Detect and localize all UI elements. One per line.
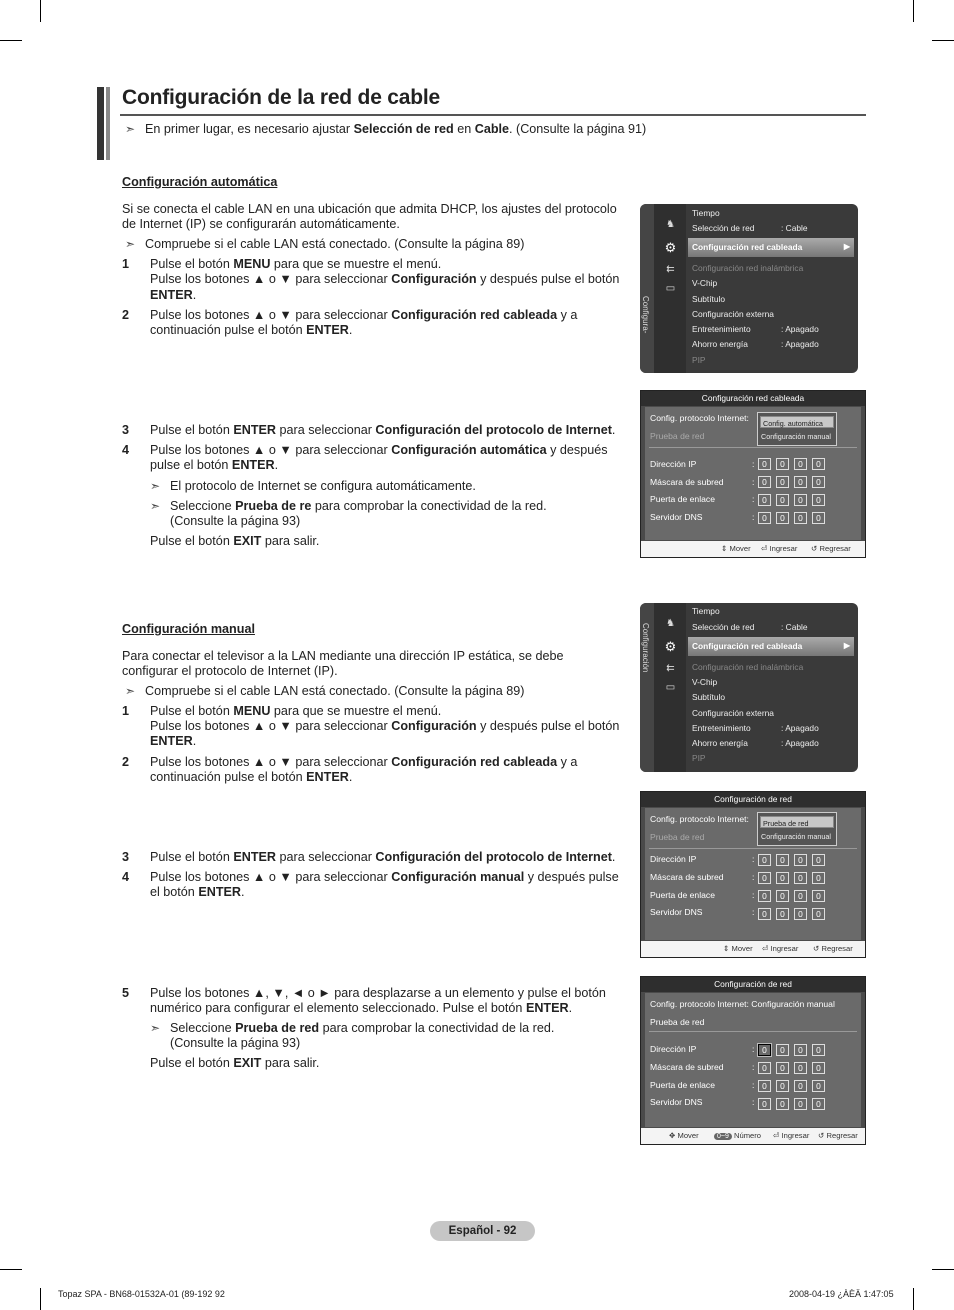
dns-octet[interactable]: 0 — [794, 1098, 807, 1110]
gear-icon[interactable]: ⚙ — [664, 240, 677, 255]
return-hint: ↺ Regresar — [811, 544, 851, 553]
gateway-label: Puerta de enlace — [650, 890, 715, 900]
step-text: Pulse los botones ▲ o ▼ para seleccionar Configuración automática y después — [150, 443, 608, 457]
step-text: Pulse el botón MENU para que se muestre el menú. — [150, 704, 442, 718]
divider — [649, 1031, 857, 1032]
gateway-octet[interactable]: 0 — [812, 494, 825, 506]
gateway-octet[interactable]: 0 — [794, 890, 807, 902]
note-arrow-icon: ➣ — [125, 237, 136, 251]
menu-item-entretenimiento[interactable]: Entretenimiento : Apagado — [692, 324, 819, 334]
step-text: Pulse los botones ▲ o ▼ para seleccionar Configuración red cableada y a — [150, 755, 578, 769]
menu-item-vchip[interactable]: V-Chip — [692, 278, 718, 288]
gateway-octet[interactable]: 0 — [758, 1080, 771, 1092]
gateway-octet[interactable]: 0 — [794, 494, 807, 506]
dropdown-option-selected[interactable]: Prueba de red — [760, 816, 834, 828]
step-text: pulse el botón ENTER. — [150, 458, 279, 472]
mask-octet[interactable]: 0 — [812, 872, 825, 884]
menu-vertical-label — [641, 623, 650, 641]
step-text: Pulse los botones ▲, ▼, ◄ o ► para desplazarse a un elemento y pulse el botón — [150, 986, 606, 1000]
page-number-badge: Español - 92 — [430, 1221, 535, 1241]
colon: : — [752, 494, 755, 504]
mask-label: Máscara de subred — [650, 477, 724, 487]
menu-item-ahorro-energia[interactable]: Ahorro energía : Apagado — [692, 339, 819, 349]
menu-item-vchip[interactable]: V-Chip — [692, 677, 718, 687]
step-number: 4 — [122, 443, 130, 457]
network-dialog-manual-select — [640, 791, 866, 958]
colon: : — [752, 1080, 755, 1090]
dns-octet[interactable]: 0 — [758, 1098, 771, 1110]
exit-text: Pulse el botón EXIT para salir. — [150, 1056, 320, 1070]
dropdown-option[interactable]: Configuración manual — [761, 832, 831, 841]
gear-icon[interactable]: ⚙ — [664, 639, 677, 654]
setup-menu-screen — [640, 204, 858, 373]
move-hint: ⇕ Mover — [721, 544, 751, 553]
test-label[interactable]: Prueba de red — [650, 431, 705, 441]
dialog-header: Configuración de red — [641, 977, 865, 992]
move-hint: ✥ Mover — [669, 1131, 699, 1140]
title-accent-bar — [106, 87, 110, 160]
setup-menu-screen — [640, 603, 858, 772]
enter-icon: ⏎ — [773, 1131, 780, 1140]
note: (Consulte la página 93) — [170, 1036, 301, 1050]
mask-octet[interactable]: 0 — [794, 476, 807, 488]
menu-sidebar — [640, 204, 654, 373]
gateway-octet[interactable]: 0 — [758, 494, 771, 506]
return-hint: ↺ Regresar — [818, 1131, 858, 1140]
note-arrow-icon: ➣ — [125, 684, 136, 698]
divider — [649, 447, 857, 448]
dialog-header: Configuración de red — [641, 792, 865, 807]
menu-item-subtitulo[interactable]: Subtítulo — [692, 294, 726, 304]
ip-label: Dirección IP — [650, 854, 697, 864]
colon: : — [752, 890, 755, 900]
step-number: 3 — [122, 850, 130, 864]
arrow-right-icon: ▶ — [843, 641, 850, 650]
colon: : — [752, 512, 755, 522]
paragraph: configurar el protocolo de Internet (IP). — [122, 664, 338, 678]
dialog-header: Configuración red cableada — [641, 391, 865, 406]
colon: : — [752, 854, 755, 864]
step-number: 5 — [122, 986, 130, 1000]
dns-octet[interactable]: 0 — [794, 512, 807, 524]
colon: : — [752, 459, 755, 469]
protocol-dropdown[interactable] — [757, 812, 837, 846]
menu-item-config-externa[interactable]: Configuración externa — [692, 708, 774, 718]
dns-label: Servidor DNS — [650, 512, 703, 522]
test-label[interactable]: Prueba de red — [650, 832, 705, 842]
test-label[interactable]: Prueba de red — [650, 1017, 705, 1027]
dropdown-option[interactable]: Configuración manual — [761, 432, 831, 441]
protocol-dropdown[interactable] — [757, 412, 837, 446]
input-icon[interactable]: ⇇ — [666, 663, 675, 674]
enter-hint: ⏎ Ingresar — [762, 944, 799, 953]
colon: : — [752, 907, 755, 917]
step-number: 2 — [122, 755, 130, 769]
gateway-label: Puerta de enlace — [650, 1080, 715, 1090]
gateway-octet[interactable]: 0 — [758, 890, 771, 902]
dialog-footer — [641, 1128, 865, 1144]
dns-octet[interactable]: 0 — [776, 1098, 789, 1110]
arrow-right-icon: ▶ — [843, 242, 850, 251]
crop-mark — [40, 1288, 41, 1310]
paragraph: de Internet (IP) se configurarán automáticamente. — [122, 217, 400, 231]
return-icon: ↺ — [818, 1131, 825, 1140]
ip-octet[interactable]: 0 — [794, 1044, 807, 1056]
dns-octet[interactable]: 0 — [812, 908, 825, 920]
support-icon[interactable]: ▭ — [665, 283, 676, 294]
dialog-body — [645, 993, 861, 1127]
network-dialog-manual-entry — [640, 976, 866, 1145]
dns-label: Servidor DNS — [650, 1097, 703, 1107]
ip-octet[interactable]: 0 — [794, 458, 807, 470]
crop-mark — [40, 0, 41, 22]
crop-mark — [932, 40, 954, 41]
dns-octet[interactable]: 0 — [812, 512, 825, 524]
dns-octet[interactable]: 0 — [776, 908, 789, 920]
note: ➣ Compruebe si el cable LAN está conectado. (Consulte la página 89) — [125, 237, 525, 251]
colon: : — [752, 1097, 755, 1107]
footer-left: Topaz SPA - BN68-01532A-01 (89-192 92 — [58, 1289, 225, 1299]
menu-item-tiempo[interactable]: Tiempo — [692, 208, 720, 218]
menu-item-pip[interactable]: PIP — [692, 753, 706, 763]
ip-octet-focused[interactable]: 0 — [758, 1044, 771, 1056]
menu-item-red-inalambrica[interactable]: Configuración red inalámbrica — [692, 662, 804, 672]
rabbit-icon[interactable]: ♞ — [666, 219, 675, 230]
colon: : — [752, 477, 755, 487]
divider — [649, 848, 857, 849]
crop-mark — [0, 40, 22, 41]
gateway-octet[interactable]: 0 — [776, 494, 789, 506]
colon: : — [752, 1044, 755, 1054]
return-icon: ↺ — [811, 544, 818, 553]
menu-vertical-label — [641, 296, 650, 314]
step-text: Pulse el botón MENU para que se muestre el menú. — [150, 257, 442, 271]
crop-mark — [913, 1288, 914, 1310]
ip-label: Dirección IP — [650, 1044, 697, 1054]
note-arrow-icon: ➣ — [125, 122, 136, 136]
paragraph: Para conectar el televisor a la LAN mediante una dirección IP estática, se debe — [122, 649, 564, 663]
dns-label: Servidor DNS — [650, 907, 703, 917]
ip-octet[interactable]: 0 — [812, 458, 825, 470]
return-hint: ↺ Regresar — [813, 944, 853, 953]
input-icon[interactable]: ⇇ — [666, 264, 675, 275]
ip-octet[interactable]: 0 — [812, 854, 825, 866]
title-accent-bar — [97, 87, 104, 160]
enter-icon: ⏎ — [761, 544, 768, 553]
section-heading-auto: Configuración automática — [122, 175, 278, 189]
menu-item-seleccion-red[interactable]: Selección de red : Cable — [692, 223, 808, 233]
gateway-octet[interactable]: 0 — [794, 1080, 807, 1092]
dns-octet[interactable]: 0 — [812, 1098, 825, 1110]
title-rule — [120, 114, 866, 116]
enter-icon: ⏎ — [762, 944, 769, 953]
ip-octet[interactable]: 0 — [776, 1044, 789, 1056]
dropdown-option-selected[interactable]: Config. automática — [760, 416, 834, 428]
note-arrow-icon: ➣ — [150, 1021, 161, 1035]
dialog-footer — [641, 941, 865, 957]
rabbit-icon[interactable]: ♞ — [666, 618, 675, 629]
gateway-octet[interactable]: 0 — [776, 890, 789, 902]
menu-item-entretenimiento[interactable]: Entretenimiento : Apagado — [692, 723, 819, 733]
paragraph: Si se conecta el cable LAN en una ubicación que admita DHCP, los ajustes del protocolo — [122, 202, 617, 216]
gateway-label: Puerta de enlace — [650, 494, 715, 504]
gateway-octet[interactable]: 0 — [776, 1080, 789, 1092]
ip-octet[interactable]: 0 — [758, 458, 771, 470]
dns-octet[interactable]: 0 — [758, 512, 771, 524]
step-number: 4 — [122, 870, 130, 884]
gateway-octet[interactable]: 0 — [812, 1080, 825, 1092]
note: (Consulte la página 93) — [170, 514, 301, 528]
menu-item-red-cableada[interactable]: Configuración red cableada ▶ — [688, 637, 854, 656]
updown-icon: ⇕ — [723, 944, 730, 953]
dns-octet[interactable]: 0 — [776, 512, 789, 524]
step-number: 1 — [122, 257, 130, 271]
mask-octet[interactable]: 0 — [794, 1062, 807, 1074]
dns-octet[interactable]: 0 — [794, 908, 807, 920]
mask-octet[interactable]: 0 — [776, 476, 789, 488]
move-hint: ⇕ Mover — [723, 944, 753, 953]
menu-item-config-externa[interactable]: Configuración externa — [692, 309, 774, 319]
crop-mark — [913, 0, 914, 22]
step-text: Pulse el botón ENTER para seleccionar Configuración del protocolo de Internet. — [150, 850, 616, 864]
step-text: continuación pulse el botón ENTER. — [150, 323, 353, 337]
mask-octet[interactable]: 0 — [794, 872, 807, 884]
protocol-label[interactable]: Config. protocolo Internet: Configuración manual — [650, 999, 835, 1009]
step-text: Pulse los botones ▲ o ▼ para seleccionar Configuración y después pulse el botón — [150, 272, 620, 286]
step-text: Pulse los botones ▲ o ▼ para seleccionar Configuración red cableada y a — [150, 308, 578, 322]
step-text: Pulse los botones ▲ o ▼ para seleccionar Configuración y después pulse el botón — [150, 719, 620, 733]
enter-hint: ⏎ Ingresar — [761, 544, 798, 553]
step-number: 2 — [122, 308, 130, 322]
step-number: 3 — [122, 423, 130, 437]
ip-label: Dirección IP — [650, 459, 697, 469]
crop-mark — [0, 1269, 22, 1270]
mask-octet[interactable]: 0 — [758, 476, 771, 488]
menu-item-tiempo[interactable]: Tiempo — [692, 606, 720, 616]
crop-mark — [932, 1269, 954, 1270]
step-text: numérico para configurar el elemento seleccionado. Pulse el botón ENTER. — [150, 1001, 573, 1015]
note: ➣ El protocolo de Internet se configura automáticamente. — [150, 479, 476, 493]
gateway-octet[interactable]: 0 — [812, 890, 825, 902]
step-text: Pulse los botones ▲ o ▼ para seleccionar Configuración manual y después pulse — [150, 870, 619, 884]
menu-item-seleccion-red[interactable]: Selección de red : Cable — [692, 622, 808, 632]
colon: : — [752, 872, 755, 882]
protocol-label: Config. protocolo Internet: — [650, 413, 749, 423]
intro-note: ➣ En primer lugar, es necesario ajustar Selección de red en Cable. (Consulte la página 91) — [125, 122, 647, 136]
mask-octet[interactable]: 0 — [758, 872, 771, 884]
menu-item-ahorro-energia[interactable]: Ahorro energía : Apagado — [692, 738, 819, 748]
mask-octet[interactable]: 0 — [812, 1062, 825, 1074]
note: ➣ Compruebe si el cable LAN está conectado. (Consulte la página 89) — [125, 684, 525, 698]
note: ➣ Seleccione Prueba de re para comprobar la conectividad de la red. — [150, 499, 547, 513]
protocol-label: Config. protocolo Internet: — [650, 814, 749, 824]
step-text: ENTER. — [150, 288, 197, 302]
ip-octet[interactable]: 0 — [776, 854, 789, 866]
support-icon[interactable]: ▭ — [665, 682, 676, 693]
note-arrow-icon: ➣ — [150, 499, 161, 513]
mask-label: Máscara de subred — [650, 872, 724, 882]
number-hint: 0~9 Número — [714, 1131, 761, 1140]
mask-octet[interactable]: 0 — [758, 1062, 771, 1074]
dns-octet[interactable]: 0 — [758, 908, 771, 920]
ip-octet[interactable]: 0 — [758, 854, 771, 866]
menu-item-red-cableada[interactable]: Configuración red cableada ▶ — [688, 238, 854, 257]
dialog-footer — [641, 541, 865, 557]
step-text: el botón ENTER. — [150, 885, 245, 899]
ip-octet[interactable]: 0 — [812, 1044, 825, 1056]
colon: : — [752, 1062, 755, 1072]
mask-label: Máscara de subred — [650, 1062, 724, 1072]
page-title: Configuración de la red de cable — [122, 86, 441, 109]
exit-text: Pulse el botón EXIT para salir. — [150, 534, 320, 548]
four-way-arrow-icon: ✥ — [669, 1131, 676, 1140]
menu-item-red-inalambrica[interactable]: Configuración red inalámbrica — [692, 263, 804, 273]
note-arrow-icon: ➣ — [150, 479, 161, 493]
step-text: continuación pulse el botón ENTER. — [150, 770, 353, 784]
step-number: 1 — [122, 704, 130, 718]
menu-item-subtitulo[interactable]: Subtítulo — [692, 692, 726, 702]
menu-item-pip[interactable]: PIP — [692, 355, 706, 365]
network-dialog-auto — [640, 390, 866, 558]
note: ➣ Seleccione Prueba de red para comprobar la conectividad de la red. — [150, 1021, 555, 1035]
section-heading-manual: Configuración manual — [122, 622, 255, 636]
ip-octet[interactable]: 0 — [794, 854, 807, 866]
step-text: ENTER. — [150, 734, 197, 748]
footer-right: 2008-04-19 ¿ÀÈÄ 1:47:05 — [789, 1289, 894, 1299]
mask-octet[interactable]: 0 — [776, 872, 789, 884]
ip-octet[interactable]: 0 — [776, 458, 789, 470]
enter-hint: ⏎ Ingresar — [773, 1131, 810, 1140]
dialog-body — [645, 808, 861, 940]
mask-octet[interactable]: 0 — [776, 1062, 789, 1074]
updown-icon: ⇕ — [721, 544, 728, 553]
number-key-badge: 0~9 — [714, 1133, 732, 1140]
mask-octet[interactable]: 0 — [812, 476, 825, 488]
return-icon: ↺ — [813, 944, 820, 953]
dialog-body — [645, 407, 861, 540]
step-text: Pulse el botón ENTER para seleccionar Configuración del protocolo de Internet. — [150, 423, 616, 437]
